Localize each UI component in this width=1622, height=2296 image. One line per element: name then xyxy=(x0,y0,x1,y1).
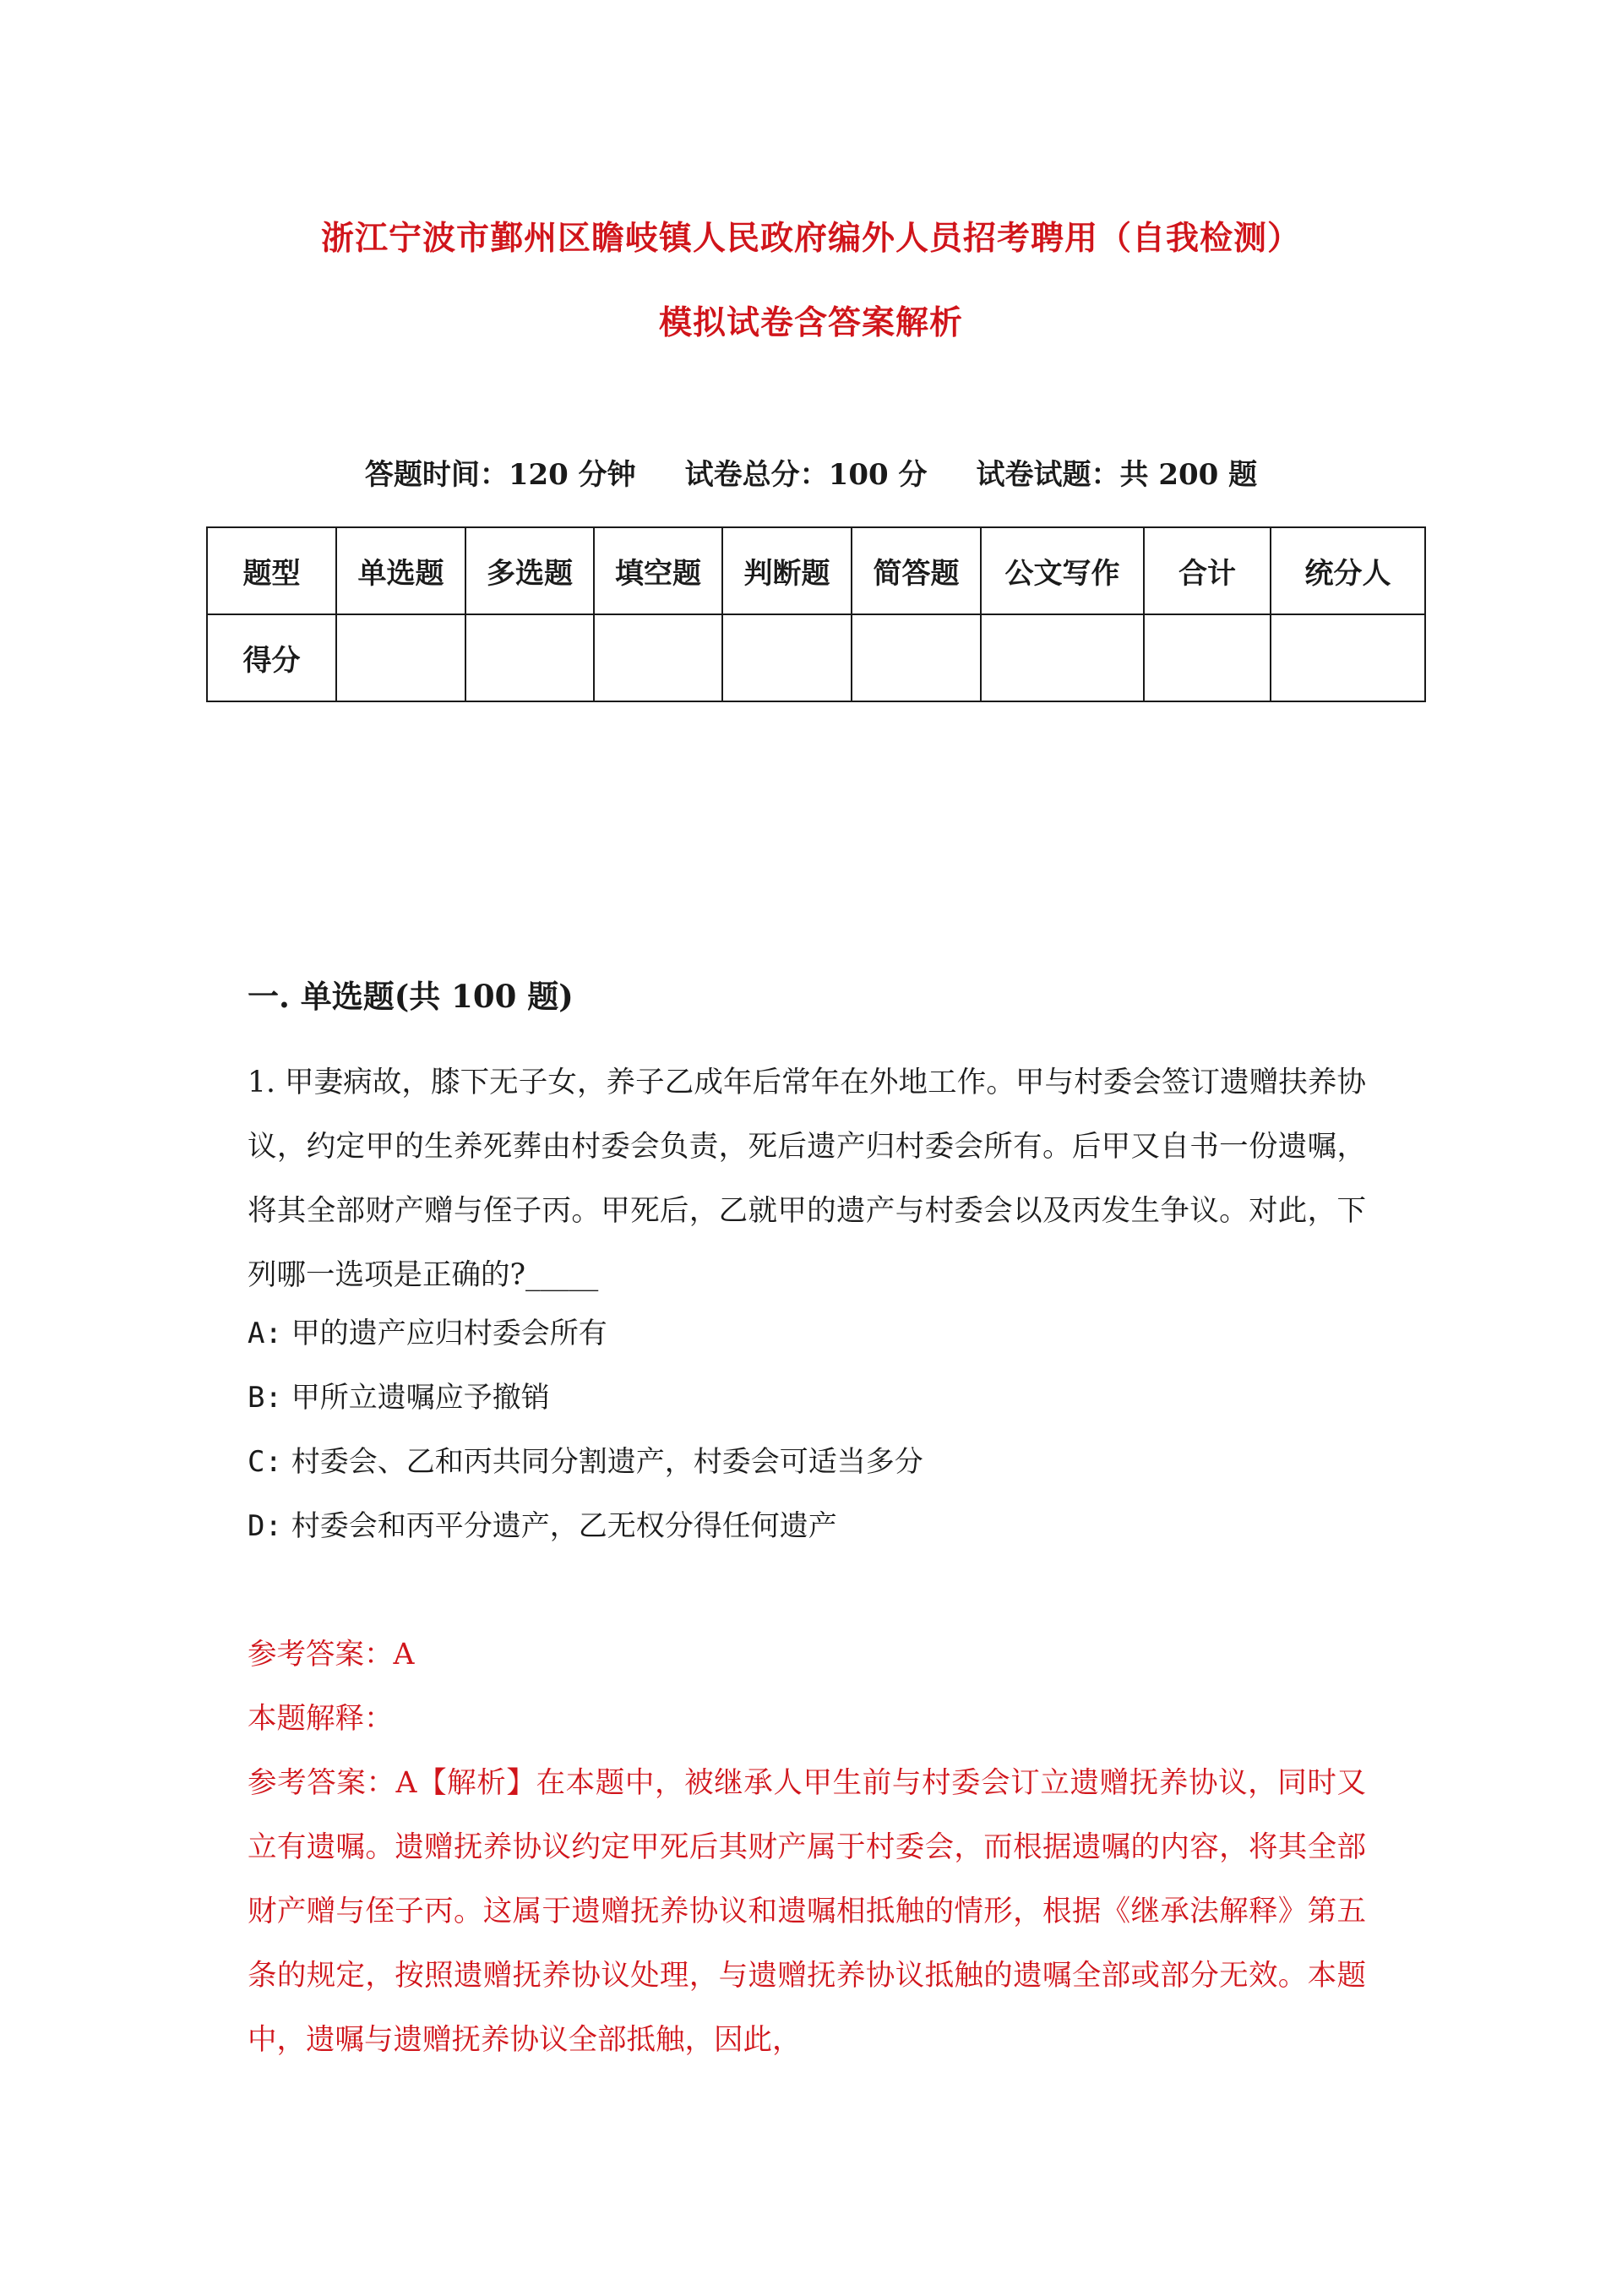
option-letter: C: xyxy=(248,1445,282,1479)
option-text: 甲的遗产应归村委会所有 xyxy=(291,1317,607,1350)
exam-meta xyxy=(0,458,1622,492)
score-cell xyxy=(1144,614,1271,701)
answer-section xyxy=(248,1622,1366,2072)
option-text: 村委会和丙平分遗产，乙无权分得任何遗产 xyxy=(291,1509,837,1543)
option-letter: D: xyxy=(248,1509,282,1543)
header-cell-fill-blank: 填空题 xyxy=(594,527,722,614)
option-text: 村委会、乙和丙共同分割遗产，村委会可适当多分 xyxy=(291,1445,923,1479)
exam-total-score: 试卷总分：100 分 xyxy=(684,458,928,492)
header-cell-true-false: 判断题 xyxy=(722,527,852,614)
score-cell xyxy=(594,614,722,701)
score-table-header-row xyxy=(207,527,1425,614)
row-label-score: 得分 xyxy=(207,614,336,701)
answer-options xyxy=(248,1301,1371,1558)
option-letter: A: xyxy=(248,1317,282,1350)
question-text: 1. 甲妻病故，膝下无子女，养子乙成年后常年在外地工作。甲与村委会签订遗赠扶养协议，约定甲的生养死葬由村委会负责，死后遗产归村委会所有。后甲又自书一份遗嘱，将其全部财产赠与侄子丙。甲死后，乙就甲的遗产与村委会以及丙发生争议。对此，下列哪一选项是正确的?_____ xyxy=(248,1066,1366,1292)
header-cell-total: 合计 xyxy=(1144,527,1271,614)
exam-question-count: 试卷试题：共 200 题 xyxy=(976,458,1258,492)
header-cell-type: 题型 xyxy=(207,527,336,614)
score-cell xyxy=(336,614,465,701)
option-a xyxy=(248,1301,1371,1366)
document-title-line-1: 浙江宁波市鄞州区瞻岐镇人民政府编外人员招考聘用（自我检测） xyxy=(320,219,1301,258)
option-c xyxy=(248,1430,1371,1494)
header-cell-scorer: 统分人 xyxy=(1271,527,1425,614)
score-cell xyxy=(852,614,981,701)
reference-answer: 参考答案：A xyxy=(248,1638,415,1672)
exam-time: 答题时间：120 分钟 xyxy=(364,458,636,492)
explanation-text: 参考答案：A【解析】在本题中，被继承人甲生前与村委会订立遗赠抚养协议，同时又立有遗嘱。遗赠抚养协议约定甲死后其财产属于村委会，而根据遗嘱的内容，将其全部财产赠与侄子丙。这属于遗赠抚养协议和遗嘱相抵触的情形，根据《继承法解释》第五条的规定，按照遗赠抚养协议处理，与遗赠抚养协议抵触的遗嘱全部或部分无效。本题中，遗嘱与遗赠抚养协议全部抵触，因此， xyxy=(248,1766,1366,2057)
header-cell-official-writing: 公文写作 xyxy=(981,527,1144,614)
score-table-score-row xyxy=(207,614,1425,701)
option-d xyxy=(248,1494,1371,1558)
header-cell-single-choice: 单选题 xyxy=(336,527,465,614)
option-b xyxy=(248,1366,1371,1430)
explanation-label: 本题解释： xyxy=(248,1702,394,1736)
score-cell xyxy=(981,614,1144,701)
score-cell xyxy=(722,614,852,701)
section-heading: 一. 单选题(共 100 题) xyxy=(248,978,574,1015)
score-cell xyxy=(465,614,594,701)
score-cell xyxy=(1271,614,1425,701)
option-text: 甲所立遗嘱应予撤销 xyxy=(291,1381,550,1415)
header-cell-short-answer: 简答题 xyxy=(852,527,981,614)
option-letter: B: xyxy=(248,1381,282,1415)
score-table xyxy=(206,526,1426,702)
header-cell-multiple-choice: 多选题 xyxy=(465,527,594,614)
document-title-line-2: 模拟试卷含答案解析 xyxy=(658,303,963,342)
